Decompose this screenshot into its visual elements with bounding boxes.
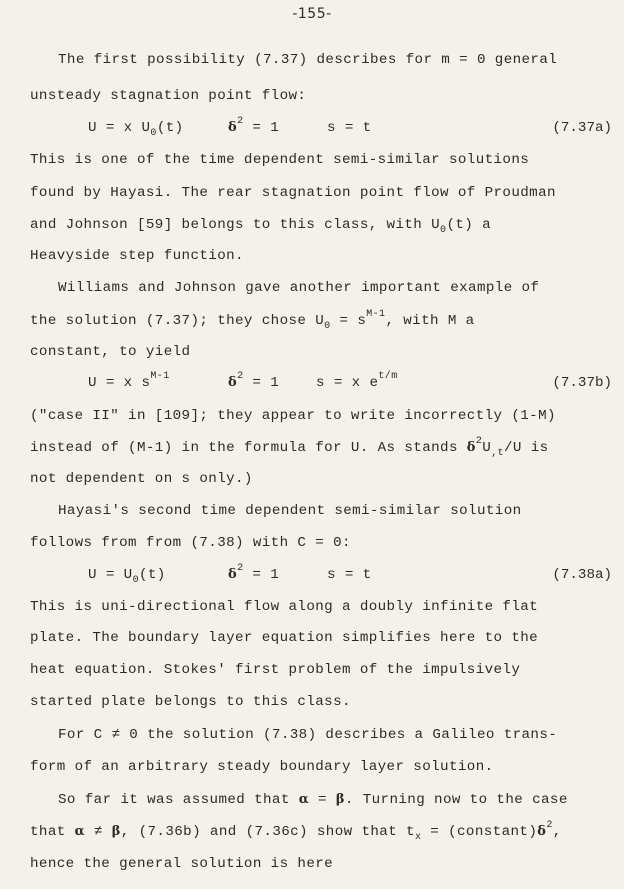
para6-line2: plate. The boundary layer equation simplifies here to the (30, 630, 539, 646)
para4-line3: not dependent on s only.) (30, 471, 253, 487)
para2-line4: Heavyside step function. (30, 248, 244, 264)
para1-line2: unsteady stagnation point flow: (30, 88, 307, 104)
eq-7-37b-u: U = x $s^{M-1}$ (88, 371, 170, 391)
eq-7-38a-number: (7.38a) (552, 567, 612, 583)
eq-7-37b-s: s = x $e^{t/m}$ (316, 371, 398, 391)
para6-line1: This is uni-directional flow along a doubly infinite flat (30, 599, 539, 615)
para6-line4: started plate belongs to this class. (30, 694, 351, 710)
para8-line3: hence the general solution is here (30, 856, 334, 872)
eq-7-37a-delta: $\delta^2 = 1$ (228, 116, 280, 136)
para7-line1: For C ≠ 0 the solution (7.38) describes a Galileo trans- (58, 727, 558, 743)
eq-7-38a-u: $U = U_0(t)$ (88, 567, 166, 586)
para6-line3: heat equation. Stokes' first problem of the impulsively (30, 662, 521, 678)
para3-line3: constant, to yield (30, 344, 191, 360)
eq-7-37b-delta: $\delta^2 = 1$ (228, 371, 280, 391)
para3-line2: the solution (7.37); they chose $U_0 = s^{M-1}$, with M a (30, 309, 475, 332)
para2-line3: and Johnson [59] belongs to this class, with $U_0(t)$ a (30, 217, 492, 236)
para8-line2: that α ≠ β, (7.36b) and (7.36c) show that $t_x$ = $(constant)\delta^2$, (30, 820, 562, 843)
para3-line1: Williams and Johnson gave another important example of (58, 280, 540, 296)
para5-line1: Hayasi's second time dependent semi-similar solution (58, 503, 522, 519)
para8-line1: So far it was assumed that α = β. Turning now to the case (58, 792, 568, 808)
para1-line1: The first possibility (7.37) describes for m = 0 general (58, 52, 558, 68)
para2-line1: This is one of the time dependent semi-similar solutions (30, 152, 530, 168)
para4-line2: instead of (M-1) in the formula for U. As stands $\delta^2U_{,t}/U$ is (30, 436, 549, 459)
eq-7-37b-number: (7.37b) (552, 375, 612, 391)
eq-7-38a-s: s = t (327, 567, 372, 583)
page-number: -155- (292, 6, 332, 22)
eq-7-38a-delta: $\delta^2 = 1$ (228, 563, 280, 583)
para5-line2: follows from from (7.38) with C = 0: (30, 535, 351, 551)
eq-7-37a-s: s = t (327, 120, 372, 136)
eq-7-37a-u: U = x $U_0(t)$ (88, 120, 184, 139)
para7-line2: form of an arbitrary steady boundary layer solution. (30, 759, 494, 775)
para2-line2: found by Hayasi. The rear stagnation point flow of Proudman (30, 185, 556, 201)
para4-line1: ("case II" in [109]; they appear to write incorrectly (1-M) (30, 408, 556, 424)
eq-7-37a-number: (7.37a) (552, 120, 612, 136)
